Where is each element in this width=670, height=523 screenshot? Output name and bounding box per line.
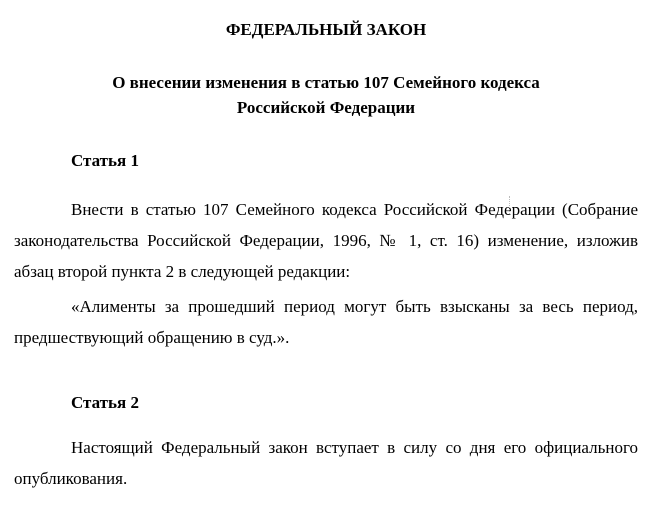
article-1-paragraph-2: «Алименты за прошедший период могут быть взысканы за весь период, предшествующий обращению в суд.». [14,297,638,347]
article-1-heading: Статья 1 [71,151,139,170]
article-2-heading: Статья 2 [71,393,139,412]
document-subtitle-line-2: Российской Федерации [236,98,416,117]
document-subtitle [14,70,638,120]
document-title: ФЕДЕРАЛЬНЫЙ ЗАКОН [225,20,427,39]
stray-mark [509,196,511,214]
article-2-paragraph-1: Настоящий Федеральный закон вступает в силу со дня его официального опубликования. [14,438,638,488]
document-subtitle-line-1: О внесении изменения в статью 107 Семейного кодекса [112,73,540,92]
article-1-paragraph-1: Внести в статью 107 Семейного кодекса Российской Федерации (Собрание законодательства Российской Федерации, 1996, № 1, ст. 16) изменение, изложив абзац второй пункта 2 в следующей редакции: [14,200,638,281]
